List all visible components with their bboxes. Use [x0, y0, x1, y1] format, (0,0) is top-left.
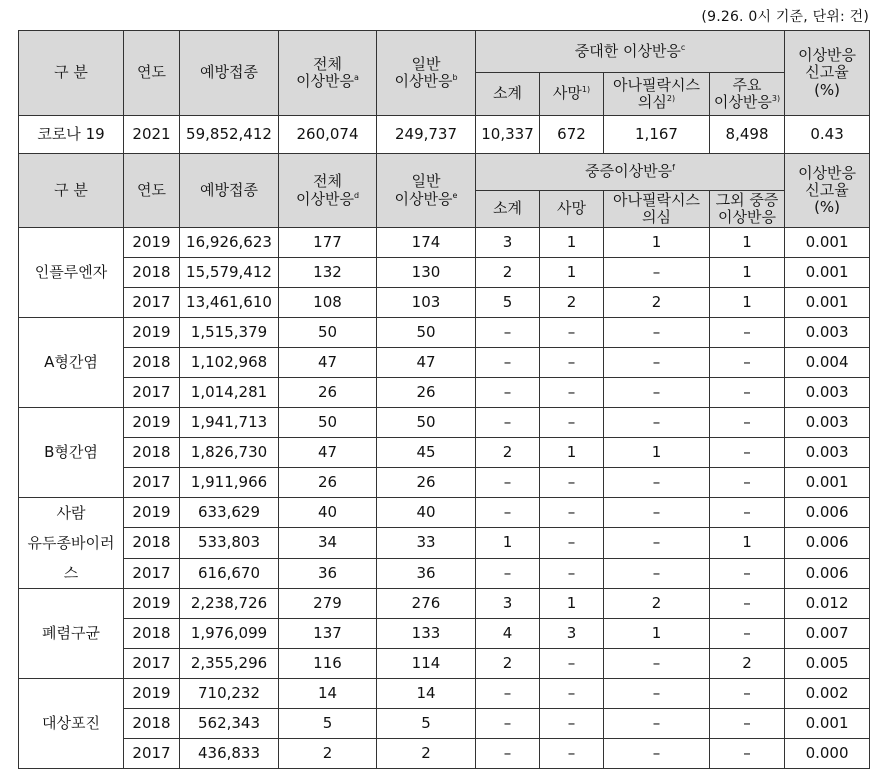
cell-vacc: 1,941,713	[180, 408, 279, 438]
table-row	[19, 558, 870, 588]
cell-general: 133	[377, 619, 476, 649]
cell-vacc: 1,515,379	[180, 318, 279, 348]
cell-ana: –	[604, 378, 710, 408]
header2-death: 사망	[540, 191, 604, 228]
cell-total: 14	[279, 679, 377, 709]
cell-death: –	[540, 348, 604, 378]
covid-ana: 1,167	[604, 116, 710, 154]
cell-subtotal: –	[476, 679, 540, 709]
cell-total: 47	[279, 348, 377, 378]
cell-rate: 0.003	[785, 438, 870, 468]
cell-ana: –	[604, 739, 710, 769]
cell-total: 50	[279, 408, 377, 438]
cell-death: –	[540, 318, 604, 348]
cell-total: 279	[279, 589, 377, 619]
cell-year: 2018	[124, 348, 180, 378]
cell-general: 174	[377, 228, 476, 258]
cell-death: –	[540, 679, 604, 709]
cell-vacc: 1,014,281	[180, 378, 279, 408]
cell-ana: –	[604, 679, 710, 709]
header1-rate: 이상반응 신고율 (%)	[785, 31, 870, 116]
cell-ana: 1	[604, 228, 710, 258]
covid-major: 8,498	[710, 116, 785, 154]
cell-general: 45	[377, 438, 476, 468]
cell-death: –	[540, 378, 604, 408]
cell-general: 130	[377, 258, 476, 288]
header2-subtotal: 소계	[476, 191, 540, 228]
header2-year: 연도	[124, 154, 180, 228]
cell-year: 2018	[124, 258, 180, 288]
cell-ana: –	[604, 468, 710, 498]
cell-subtotal: –	[476, 468, 540, 498]
cell-year: 2019	[124, 408, 180, 438]
cell-year: 2019	[124, 318, 180, 348]
cell-year: 2019	[124, 589, 180, 619]
cell-rate: 0.000	[785, 739, 870, 769]
cell-rate: 0.006	[785, 498, 870, 528]
cell-vacc: 562,343	[180, 709, 279, 739]
header1-subtotal: 소계	[476, 73, 540, 116]
cell-ana: –	[604, 709, 710, 739]
cell-year: 2019	[124, 228, 180, 258]
cell-vacc: 16,926,623	[180, 228, 279, 258]
cell-year: 2017	[124, 649, 180, 679]
cell-vacc: 1,826,730	[180, 438, 279, 468]
cell-total: 116	[279, 649, 377, 679]
cell-other: –	[710, 739, 785, 769]
cell-rate: 0.002	[785, 679, 870, 709]
cell-general: 276	[377, 589, 476, 619]
cell-subtotal: –	[476, 498, 540, 528]
header2-rate: 이상반응 신고율 (%)	[785, 154, 870, 228]
cell-subtotal: 2	[476, 649, 540, 679]
table-row	[19, 318, 870, 348]
cell-total: 108	[279, 288, 377, 318]
cell-rate: 0.001	[785, 258, 870, 288]
cell-rate: 0.004	[785, 348, 870, 378]
cell-ana: –	[604, 649, 710, 679]
cell-other: 1	[710, 228, 785, 258]
covid-row	[19, 116, 870, 154]
cell-subtotal: 2	[476, 258, 540, 288]
cell-year: 2017	[124, 558, 180, 588]
cell-year: 2019	[124, 679, 180, 709]
cell-year: 2019	[124, 498, 180, 528]
header1-death: 사망$^{1)}$	[540, 73, 604, 116]
cell-general: 26	[377, 378, 476, 408]
cell-total: 177	[279, 228, 377, 258]
cell-ana: 1	[604, 438, 710, 468]
header1-gubun: 구 분	[19, 31, 124, 116]
cell-vacc: 15,579,412	[180, 258, 279, 288]
cell-rate: 0.006	[785, 528, 870, 558]
cell-other: –	[710, 619, 785, 649]
cell-rate: 0.001	[785, 468, 870, 498]
header2-general: 일반 이상반응$^e$	[377, 154, 476, 228]
cell-ana: 2	[604, 589, 710, 619]
table-row	[19, 619, 870, 649]
table-row	[19, 739, 870, 769]
vaccine-name: 폐렴구균	[19, 589, 124, 679]
header1-vacc: 예방접종	[180, 31, 279, 116]
header1-serious: 중대한 이상반응$^c$	[476, 31, 785, 73]
cell-vacc: 2,238,726	[180, 589, 279, 619]
cell-rate: 0.001	[785, 709, 870, 739]
cell-general: 50	[377, 318, 476, 348]
cell-death: 1	[540, 589, 604, 619]
cell-year: 2017	[124, 288, 180, 318]
table-row	[19, 709, 870, 739]
cell-ana: –	[604, 318, 710, 348]
table-row	[19, 468, 870, 498]
cell-other: –	[710, 498, 785, 528]
covid-subtotal: 10,337	[476, 116, 540, 154]
cell-rate: 0.003	[785, 378, 870, 408]
cell-year: 2017	[124, 378, 180, 408]
cell-ana: –	[604, 408, 710, 438]
cell-general: 36	[377, 558, 476, 588]
cell-vacc: 2,355,296	[180, 649, 279, 679]
cell-vacc: 13,461,610	[180, 288, 279, 318]
cell-subtotal: 1	[476, 528, 540, 558]
cell-death: –	[540, 649, 604, 679]
table-row	[19, 649, 870, 679]
table-row	[19, 528, 870, 558]
cell-subtotal: 3	[476, 589, 540, 619]
cell-subtotal: –	[476, 318, 540, 348]
header1-total: 전체 이상반응$^a$	[279, 31, 377, 116]
header2-vacc: 예방접종	[180, 154, 279, 228]
cell-death: 1	[540, 438, 604, 468]
cell-death: 1	[540, 228, 604, 258]
cell-subtotal: –	[476, 739, 540, 769]
header1-year: 연도	[124, 31, 180, 116]
cell-other: –	[710, 558, 785, 588]
cell-death: 3	[540, 619, 604, 649]
cell-ana: 2	[604, 288, 710, 318]
table-row	[19, 378, 870, 408]
cell-rate: 0.006	[785, 558, 870, 588]
cell-ana: –	[604, 258, 710, 288]
cell-ana: –	[604, 348, 710, 378]
table-row	[19, 228, 870, 258]
table-row	[19, 438, 870, 468]
cell-year: 2018	[124, 619, 180, 649]
table-row	[19, 288, 870, 318]
cell-general: 2	[377, 739, 476, 769]
covid-total: 260,074	[279, 116, 377, 154]
cell-other: 2	[710, 649, 785, 679]
cell-other: –	[710, 709, 785, 739]
cell-other: 1	[710, 288, 785, 318]
cell-vacc: 616,670	[180, 558, 279, 588]
covid-name: 코로나 19	[19, 116, 124, 154]
header2-total: 전체 이상반응$^d$	[279, 154, 377, 228]
cell-subtotal: 3	[476, 228, 540, 258]
cell-subtotal: –	[476, 408, 540, 438]
covid-rate: 0.43	[785, 116, 870, 154]
covid-year: 2021	[124, 116, 180, 154]
header2-other: 그외 중증 이상반응	[710, 191, 785, 228]
cell-rate: 0.003	[785, 408, 870, 438]
header2-severe: 중증이상반응$^f$	[476, 154, 785, 191]
cell-total: 2	[279, 739, 377, 769]
cell-vacc: 533,803	[180, 528, 279, 558]
cell-vacc: 436,833	[180, 739, 279, 769]
cell-ana: –	[604, 528, 710, 558]
cell-ana: –	[604, 498, 710, 528]
cell-vacc: 1,102,968	[180, 348, 279, 378]
cell-general: 26	[377, 468, 476, 498]
cell-year: 2018	[124, 438, 180, 468]
unit-note: (9.26. 0시 기준, 단위: 건)	[701, 9, 869, 25]
cell-rate: 0.001	[785, 228, 870, 258]
vaccine-name: A형간염	[19, 318, 124, 408]
header1-general: 일반 이상반응$^b$	[377, 31, 476, 116]
cell-subtotal: –	[476, 558, 540, 588]
cell-general: 5	[377, 709, 476, 739]
cell-rate: 0.012	[785, 589, 870, 619]
covid-general: 249,737	[377, 116, 476, 154]
cell-subtotal: 4	[476, 619, 540, 649]
cell-total: 47	[279, 438, 377, 468]
cell-vacc: 1,911,966	[180, 468, 279, 498]
cell-total: 26	[279, 378, 377, 408]
cell-death: –	[540, 528, 604, 558]
cell-death: –	[540, 468, 604, 498]
cell-total: 137	[279, 619, 377, 649]
header2-gubun: 구 분	[19, 154, 124, 228]
cell-death: –	[540, 739, 604, 769]
cell-total: 26	[279, 468, 377, 498]
cell-rate: 0.003	[785, 318, 870, 348]
cell-total: 50	[279, 318, 377, 348]
cell-vacc: 1,976,099	[180, 619, 279, 649]
vaccine-name: 대상포진	[19, 679, 124, 769]
cell-general: 14	[377, 679, 476, 709]
cell-general: 114	[377, 649, 476, 679]
cell-vacc: 710,232	[180, 679, 279, 709]
cell-subtotal: –	[476, 378, 540, 408]
cell-death: –	[540, 408, 604, 438]
covid-death: 672	[540, 116, 604, 154]
table-row	[19, 679, 870, 709]
cell-general: 33	[377, 528, 476, 558]
cell-death: 1	[540, 258, 604, 288]
cell-subtotal: 2	[476, 438, 540, 468]
vaccine-name: B형간염	[19, 408, 124, 498]
table-row	[19, 589, 870, 619]
table-row	[19, 408, 870, 438]
cell-rate: 0.005	[785, 649, 870, 679]
cell-ana: –	[604, 558, 710, 588]
cell-other: –	[710, 589, 785, 619]
cell-total: 34	[279, 528, 377, 558]
header2-ana: 아나필락시스 의심	[604, 191, 710, 228]
cell-other: –	[710, 438, 785, 468]
table-row	[19, 348, 870, 378]
adverse-reaction-table	[18, 30, 870, 769]
cell-other: 1	[710, 258, 785, 288]
cell-total: 40	[279, 498, 377, 528]
cell-subtotal: –	[476, 709, 540, 739]
cell-subtotal: –	[476, 348, 540, 378]
cell-general: 47	[377, 348, 476, 378]
vaccine-name: 사람 유두종바이러 스	[19, 498, 124, 589]
cell-total: 5	[279, 709, 377, 739]
cell-other: –	[710, 318, 785, 348]
cell-death: –	[540, 709, 604, 739]
header1-major: 주요 이상반응$^{3)}$	[710, 73, 785, 116]
cell-year: 2017	[124, 739, 180, 769]
cell-total: 36	[279, 558, 377, 588]
header1-ana: 아나필락시스 의심$^{2)}$	[604, 73, 710, 116]
cell-rate: 0.007	[785, 619, 870, 649]
cell-total: 132	[279, 258, 377, 288]
cell-death: –	[540, 498, 604, 528]
covid-vacc: 59,852,412	[180, 116, 279, 154]
table-row	[19, 498, 870, 528]
cell-other: –	[710, 408, 785, 438]
cell-year: 2018	[124, 709, 180, 739]
cell-general: 40	[377, 498, 476, 528]
cell-ana: 1	[604, 619, 710, 649]
cell-year: 2018	[124, 528, 180, 558]
cell-rate: 0.001	[785, 288, 870, 318]
cell-general: 103	[377, 288, 476, 318]
table-row	[19, 258, 870, 288]
cell-other: –	[710, 468, 785, 498]
vaccine-name: 인플루엔자	[19, 228, 124, 318]
cell-other: –	[710, 378, 785, 408]
cell-other: –	[710, 679, 785, 709]
cell-other: –	[710, 348, 785, 378]
cell-death: –	[540, 558, 604, 588]
cell-death: 2	[540, 288, 604, 318]
cell-vacc: 633,629	[180, 498, 279, 528]
cell-year: 2017	[124, 468, 180, 498]
cell-general: 50	[377, 408, 476, 438]
cell-subtotal: 5	[476, 288, 540, 318]
cell-other: 1	[710, 528, 785, 558]
